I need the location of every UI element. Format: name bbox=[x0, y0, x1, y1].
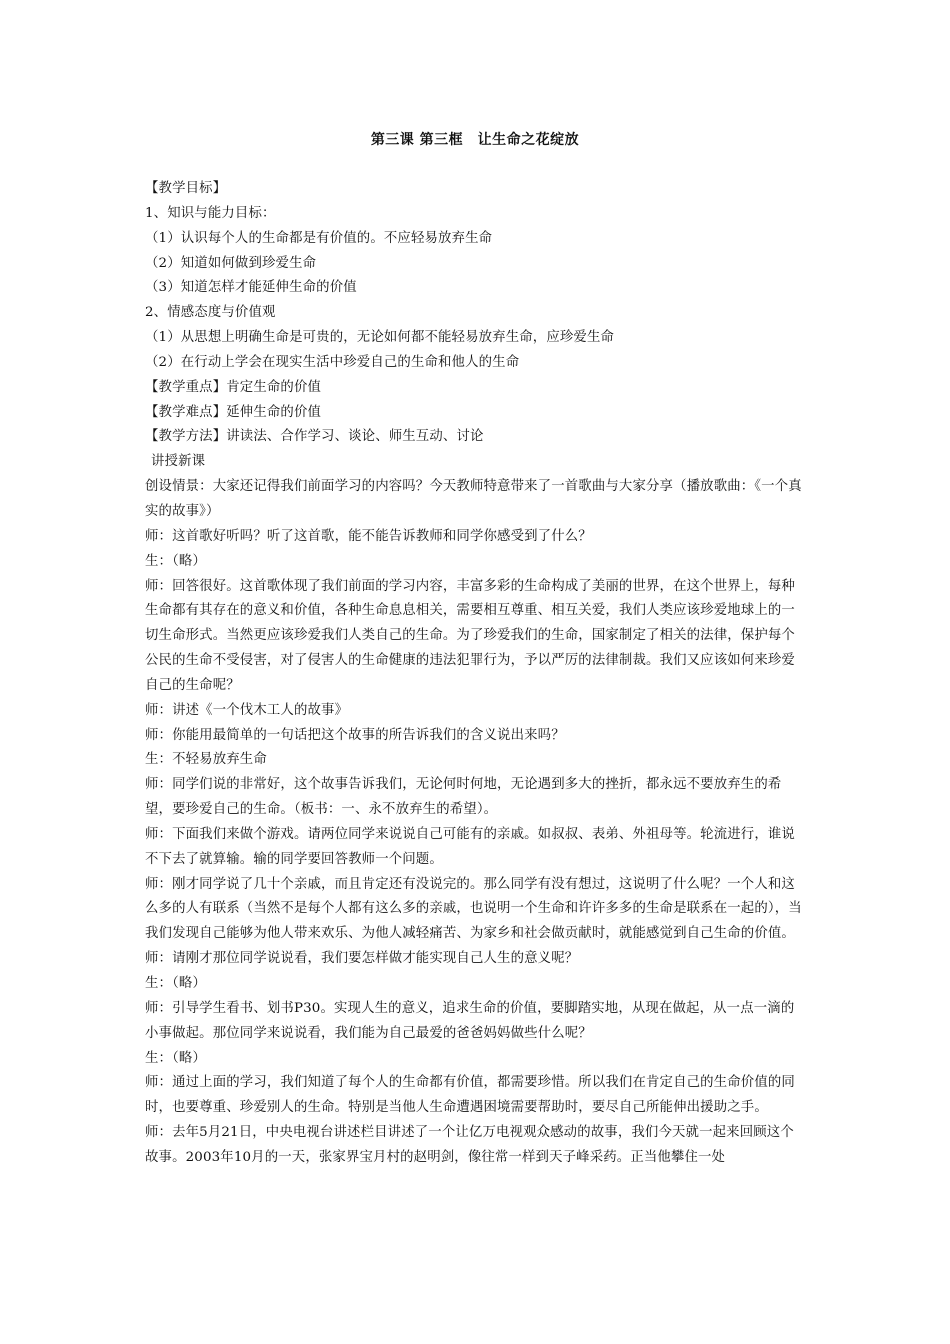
lesson-paragraph: 师：通过上面的学习，我们知道了每个人的生命都有价值，都需要珍惜。所以我们在肯定自己的生命价值的同时，也要尊重、珍爱别人的生命。特别是当他人生命遭遇困境需要帮助时，要尽自己所能伸出援助之手。 bbox=[145, 1075, 795, 1116]
section-heading-new-lesson: 讲授新课 bbox=[151, 454, 206, 470]
objective-item: （2）知道如何做到珍爱生命 bbox=[145, 255, 317, 271]
lesson-paragraph: 师：这首歌好听吗？听了这首歌，能不能告诉教师和同学你感受到了什么？ bbox=[145, 528, 592, 544]
objective-item: （2）在行动上学会在现实生活中珍爱自己的生命和他人的生命 bbox=[145, 354, 520, 370]
lesson-paragraph: 师：下面我们来做个游戏。请两位同学来说说自己可能有的亲戚。如叔叔、表弟、外祖母等。轮流进行，谁说不下去了就算输。输的同学要回答教师一个问题。 bbox=[145, 826, 795, 867]
objective-item: （3）知道怎样才能延伸生命的价值 bbox=[145, 280, 357, 296]
objective-heading-2: 2、情感态度与价值观 bbox=[145, 305, 276, 321]
lesson-paragraph: 创设情景：大家还记得我们前面学习的内容吗？今天教师特意带来了一首歌曲与大家分享（播放歌曲：《一个真实的故事》） bbox=[145, 479, 802, 519]
lesson-paragraph: 师：引导学生看书、划书P30。实现人生的意义，追求生命的价值，要脚踏实地，从现在做起，从一点一滴的小事做起。那位同学来说说看，我们能为自己最爱的爸爸妈妈做些什么呢？ bbox=[145, 1000, 795, 1041]
lesson-paragraph: 生：（略） bbox=[145, 976, 207, 991]
document-body bbox=[145, 177, 807, 1171]
lesson-paragraph: 师：去年5月21日，中央电视台讲述栏目讲述了一个让亿万电视观众感动的故事，我们今天就一起来回顾这个故事。2003年10月的一天，张家界宝月村的赵明剑，像往常一样到天子峰采药。正当他攀住一处 bbox=[145, 1125, 794, 1165]
section-heading-objectives: 【教学目标】 bbox=[145, 181, 227, 196]
document-title: 第三课 第三框 让生命之花绽放 bbox=[370, 132, 580, 148]
lesson-paragraph: 生：不轻易放弃生命 bbox=[145, 752, 267, 768]
lesson-paragraph: 师：回答很好。这首歌体现了我们前面的学习内容，丰富多彩的生命构成了美丽的世界，在这个世界上，每种生命都有其存在的意义和价值，各种生命息息相关，需要相互尊重、相互关爱，我们人类应该珍爱地球上的一切生命形式。当然更应该珍爱我们人类自己的生命。为了珍爱我们的生命，国家制定了相关的法律，保护每个公民的生命不受侵害，对了侵害人的生命健康的违法犯罪行为，予以严厉的法律制裁。我们又应该如何来珍爱自己的生命呢？ bbox=[145, 578, 795, 693]
lesson-paragraph: 师：讲述《一个伐木工人的故事》 bbox=[145, 702, 349, 718]
teaching-difficulty: 【教学难点】延伸生命的价值 bbox=[145, 404, 322, 420]
teaching-method: 【教学方法】讲读法、合作学习、谈论、师生互动、讨论 bbox=[145, 429, 484, 445]
lesson-paragraph: 师：你能用最简单的一句话把这个故事的所告诉我们的含义说出来吗？ bbox=[145, 727, 565, 743]
objective-item: （1）从思想上明确生命是可贵的，无论如何都不能轻易放弃生命，应珍爱生命 bbox=[145, 330, 615, 346]
teaching-key-point: 【教学重点】肯定生命的价值 bbox=[145, 379, 322, 395]
lesson-paragraph: 生：（略） bbox=[145, 553, 207, 569]
lesson-paragraph: 师：刚才同学说了几十个亲戚，而且肯定还有没说完的。那么同学有没有想过，这说明了什么呢？一个人和这么多的人有联系（当然不是每个人都有这么多的亲戚，也说明一个生命和许许多多的生命是联系在一起的），当我们发现自己能够为他人带来欢乐、为他人减轻痛苦、为家乡和社会做贡献时，就能感觉到自己生命的价值。 bbox=[145, 876, 802, 942]
lesson-paragraph: 师：请刚才那位同学说说看，我们要怎样做才能实现自己人生的意义呢？ bbox=[145, 951, 579, 967]
lesson-paragraph: 师：同学们说的非常好，这个故事告诉我们，无论何时何地，无论遇到多大的挫折，都永远不要放弃生的希望，要珍爱自己的生命。（板书：一、永不放弃生的希望）。 bbox=[145, 777, 782, 818]
objective-heading-1: 1、知识与能力目标： bbox=[145, 205, 276, 221]
objective-item: （1）认识每个人的生命都是有价值的。不应轻易放弃生命 bbox=[145, 230, 493, 246]
lesson-paragraph: 生：（略） bbox=[145, 1050, 207, 1066]
